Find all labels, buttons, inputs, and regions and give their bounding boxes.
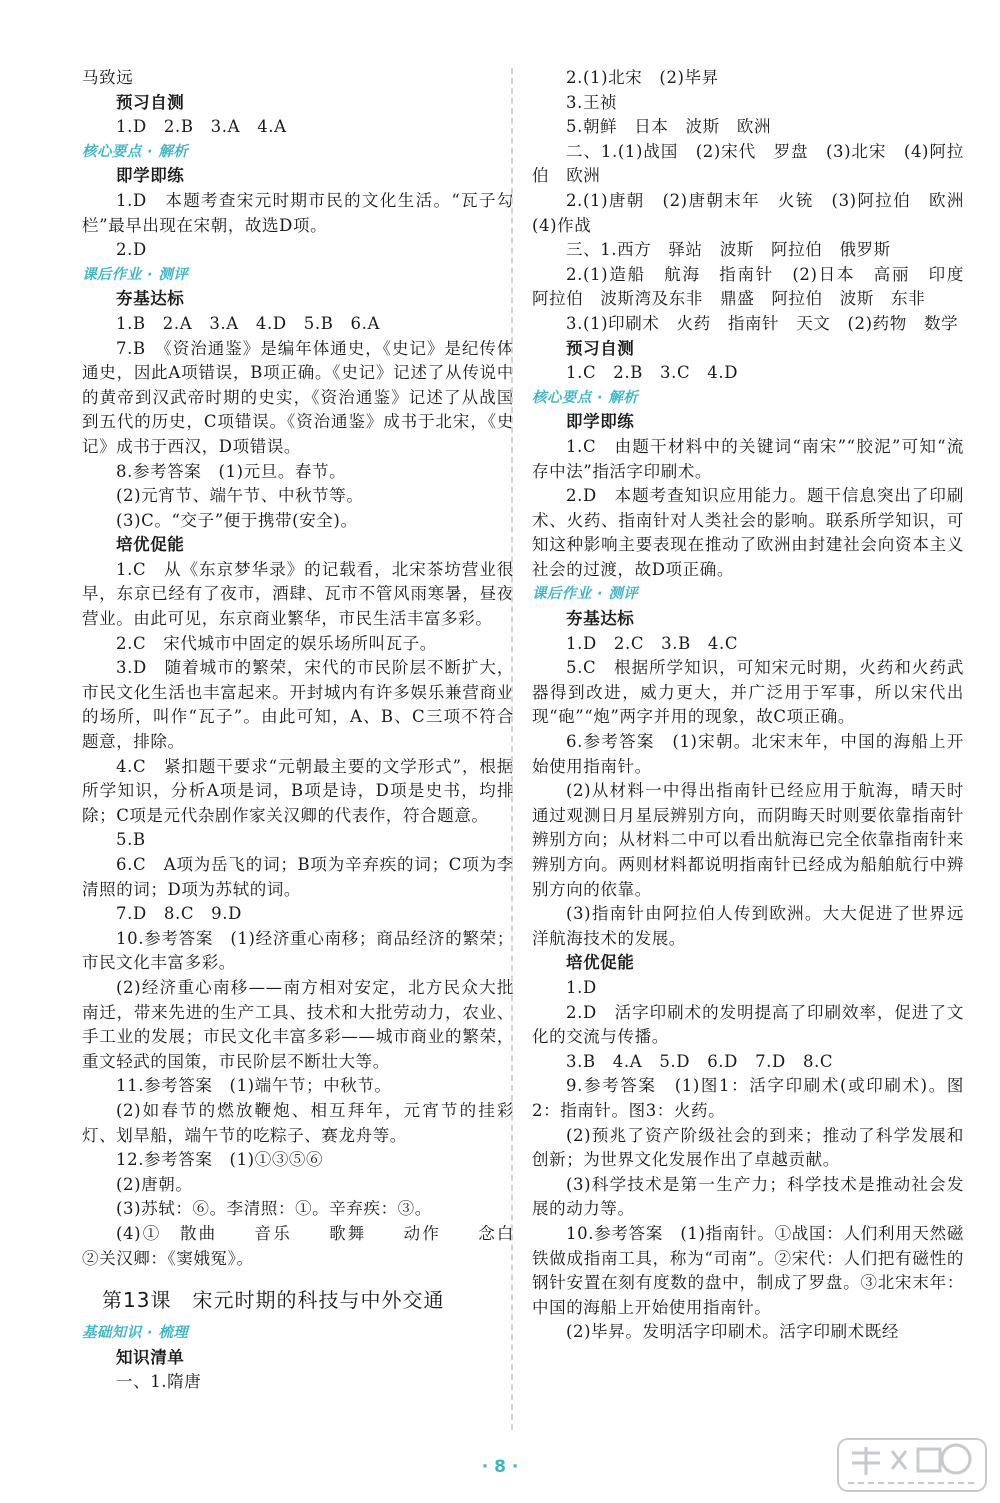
left-paragraph: 8.参考答案 (1)元旦。春节。	[116, 461, 347, 481]
left-paragraph: 11.参考答案 (1)端午节；中秋节。	[116, 1076, 392, 1096]
left-paragraph: 7.B 《资治通鉴》是编年体通史，《史记》是纪传体通史，因此A项错误，B项正确。《史记》记述了从传说中的黄帝到汉武帝时期的史实，《资治通鉴》记述了从战国到五代的历史，C项错误。《资治通鉴》成书于北宋，《史记》成书于西汉，D项错误。	[82, 338, 514, 456]
right-paragraph: 3.王祯	[566, 92, 618, 112]
right-paragraph: 3.(1)印刷术 火药 指南针 天文 (2)药物 数学	[566, 313, 959, 333]
right-paragraph: (3)指南针由阿拉伯人传到欧洲。大大促进了世界远洋航海技术的发展。	[532, 904, 964, 948]
right-paragraph: 2.(1)唐朝 (2)唐朝末年 火铳 (3)阿拉伯 欧洲 (4)作战	[532, 190, 982, 235]
right-column	[532, 66, 982, 1345]
right-paragraph: 1.D 2.C 3.B 4.C	[566, 633, 739, 653]
left-paragraph: 10.参考答案 (1)经济重心南移；商品经济的繁荣；市民文化丰富多彩。	[82, 928, 514, 973]
left-paragraph: 2.D	[116, 240, 147, 260]
left-subheading: 即学即练	[116, 166, 185, 186]
lesson-title: 第13课 宋元时期的科技与中外交通	[102, 1288, 445, 1313]
left-paragraph: 5.B	[116, 830, 146, 850]
right-paragraph: (2)预兆了资产阶级社会的到来；推动了科学发展和创新；为世界文化发展作出了卓越贡献。	[532, 1125, 964, 1170]
right-paragraph: 1.D	[566, 977, 597, 997]
left-paragraph: 12.参考答案 (1)①③⑤⑥	[116, 1150, 324, 1170]
right-subheading: 预习自测	[566, 338, 635, 358]
left-paragraph: 4.C 紧扣题干要求“元朝最主要的文学形式”，根据所学知识，分析A项是词，B项是诗，D项是史书，均排除；C项是元代杂剧作家关汉卿的代表作，符合题意。	[82, 756, 514, 825]
left-paragraph: 马致远	[82, 68, 134, 87]
right-paragraph: 二、1.(1)战国 (2)宋代 罗盘 (3)北宋 (4)阿拉伯 欧洲	[532, 141, 964, 186]
right-paragraph: (3)科学技术是第一生产力；科学技术是推动社会发展的动力等。	[532, 1174, 964, 1219]
column-divider	[511, 68, 513, 1430]
left-paragraph: 3.D 随着城市的繁荣，宋代的市民阶层不断扩大，市民文化生活也丰富起来。开封城内有许多娱乐兼营商业的场所，叫作“瓦子”。由此可知，A、B、C三项不符合题意，排除。	[82, 658, 514, 752]
left-paragraph: 2.C 宋代城市中固定的娱乐场所叫瓦子。	[116, 633, 437, 653]
watermark-logo	[834, 1433, 990, 1497]
right-section-label: 核心要点 · 解析	[532, 389, 639, 406]
right-subheading: 夯基达标	[566, 609, 635, 629]
right-paragraph: (2)从材料一中得出指南针已经应用于航海，晴天时通过观测日月星辰辨别方向，而阴晦天时则要依靠指南针辨别方向；从材料二中可以看出航海已完全依靠指南针来辨别方向。两则材料都说明指南针已经成为船舶航行中辨别方向的依靠。	[532, 781, 964, 899]
left-section-label: 课后作业 · 测评	[82, 266, 189, 283]
right-paragraph: 9.参考答案 (1)图1：活字印刷术(或印刷术)。图2：指南针。图3：火药。	[532, 1076, 964, 1120]
left-paragraph: 1.B 2.A 3.A 4.D 5.B 6.A	[116, 313, 380, 333]
right-paragraph: 1.C 由题干材料中的关键词“南宋”“胶泥”可知“流存中法”指活字印刷术。	[532, 436, 964, 481]
left-paragraph: (2)如春节的燃放鞭炮、相互拜年，元宵节的挂彩灯、划旱船，端午节的吃粽子、赛龙舟等。	[82, 1100, 514, 1145]
right-subheading: 培优促能	[566, 953, 635, 973]
right-section-label: 课后作业 · 测评	[532, 586, 639, 603]
right-paragraph: 2.(1)造船 航海 指南针 (2)日本 高丽 印度 阿拉伯 波斯湾及东非 鼎盛 阿拉伯 波斯 东非	[532, 264, 982, 309]
left-paragraph: (3)苏轼：⑥。李清照：①。辛弃疾：③。	[116, 1199, 432, 1219]
right-paragraph: 2.D 本题考查知识应用能力。题干信息突出了印刷术、火药、指南针对人类社会的影响。联系所学知识，可知这种影响主要表现在推动了欧洲由封建社会向资本主义社会的过渡，故D项正确。	[532, 486, 964, 579]
left-paragraph: 1.D 本题考查宋元时期市民的文化生活。“瓦子勾栏”最早出现在宋朝，故选D项。	[82, 190, 514, 235]
left-paragraph: (2)唐朝。	[116, 1174, 193, 1194]
left-section-label: 核心要点 · 解析	[82, 143, 189, 160]
left-paragraph: 7.D 8.C 9.D	[116, 904, 242, 924]
right-paragraph: (2)毕昇。发明活字印刷术。活字印刷术既经	[566, 1322, 899, 1342]
right-paragraph: 1.C 2.B 3.C 4.D	[566, 363, 739, 383]
left-subheading: 培优促能	[116, 535, 185, 555]
left-paragraph: 1.C 从《东京梦华录》的记载看，北宋茶坊营业很早，东京已经有了夜市，酒肆、瓦市不管风雨寒暑，昼夜营业。由此可见，东京商业繁华，市民生活丰富多彩。	[82, 559, 514, 629]
left-subheading: 知识清单	[116, 1347, 185, 1367]
right-subheading: 即学即练	[566, 412, 635, 432]
left-paragraph: (2)元宵节、端午节、中秋节等。	[116, 486, 364, 506]
left-subheading: 预习自测	[116, 92, 185, 112]
right-paragraph: 5.朝鲜 日本 波斯 欧洲	[566, 117, 772, 137]
right-paragraph: 6.参考答案 (1)宋朝。北宋末年，中国的海船上开始使用指南针。	[532, 732, 964, 776]
left-paragraph: (3)C。“交子”便于携带(安全)。	[116, 510, 358, 530]
right-paragraph: 5.C 根据所学知识，可知宋元时期，火药和火药武器得到改进，威力更大，并广泛用于军事，所以宋代出现“砲”“炮”两字并用的现象，故C项正确。	[532, 658, 964, 727]
left-paragraph: (4)① 散曲 音乐 歌舞 动作 念白 ②关汉卿：《窦娥冤》。	[82, 1223, 532, 1268]
right-paragraph: 2.D 活字印刷术的发明提高了印刷效率，促进了文化的交流与传播。	[532, 1002, 964, 1047]
page-number: · 8 ·	[481, 1457, 519, 1477]
left-column	[82, 66, 532, 1395]
left-subheading: 夯基达标	[116, 289, 185, 309]
right-paragraph: 2.(1)北宋 (2)毕昇	[566, 68, 719, 87]
left-paragraph: 一、1.隋唐	[116, 1372, 202, 1392]
left-paragraph: 6.C A项为岳飞的词；B项为辛弃疾的词；C项为李清照的词；D项为苏轼的词。	[82, 855, 514, 899]
left-paragraph: 1.D 2.B 3.A 4.A	[116, 117, 287, 137]
right-paragraph: 3.B 4.A 5.D 6.D 7.D 8.C	[566, 1051, 834, 1071]
left-section-label: 基础知识 · 梳理	[82, 1325, 189, 1342]
right-paragraph: 10.参考答案 (1)指南针。①战国：人们利用天然磁铁做成指南工具，称为“司南”。②宋代：人们把有磁性的钢针安置在刻有度数的盘中，制成了罗盘。③北宋末年：中国的海船上开始使用指南针。	[532, 1223, 964, 1317]
right-paragraph: 三、1.西方 驿站 波斯 阿拉伯 俄罗斯	[566, 240, 891, 260]
left-paragraph: (2)经济重心南移——南方相对安定，北方民众大批南迁，带来先进的生产工具、技术和大批劳动力，农业、手工业的发展；市民文化丰富多彩——城市商业的繁荣，重文轻武的国策，市民阶层不断壮大等。	[82, 977, 514, 1071]
